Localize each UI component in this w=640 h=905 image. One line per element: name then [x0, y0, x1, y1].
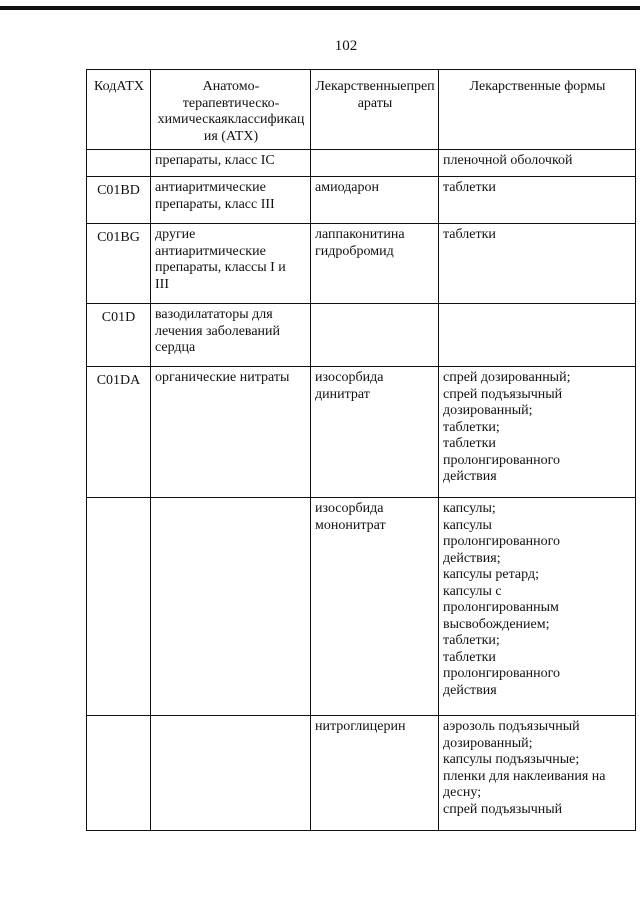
cell-text-line: другие	[155, 227, 196, 242]
cell-text-line: капсулы;	[443, 501, 496, 516]
cell-dosage-forms	[439, 498, 636, 716]
cell-atx-code	[87, 498, 151, 716]
cell-dosage-forms	[439, 224, 636, 304]
cell-dosage-forms	[439, 367, 636, 498]
cell-classification	[151, 224, 311, 304]
cell-text-line: таблетки	[443, 180, 496, 195]
cell-text-line: классификация (АТХ)	[203, 112, 305, 144]
cell-atx-code	[87, 304, 151, 367]
cell-dosage-forms	[439, 150, 636, 177]
cell-classification	[151, 498, 311, 716]
cell-text-line: C01DA	[96, 373, 141, 388]
cell-text-line: капсулы подъязычные;	[443, 752, 580, 767]
cell-text-line: химическая	[157, 112, 228, 127]
cell-text-line: таблетки	[443, 227, 496, 242]
cell-text-line: антиаритмические	[155, 180, 266, 195]
cell-text-line: пролонгированным	[443, 600, 559, 615]
cell-dosage-forms	[439, 304, 636, 367]
cell-dosage-forms	[439, 716, 636, 831]
cell-drug	[311, 150, 439, 177]
table-row	[87, 367, 636, 498]
cell-atx-code	[87, 716, 151, 831]
cell-text-line: изосорбида	[315, 370, 384, 385]
cell-text-line: таблетки	[443, 436, 496, 451]
cell-text-line: действия;	[443, 550, 501, 566]
cell-classification	[151, 716, 311, 831]
cell-text-line: высвобождением;	[443, 616, 550, 632]
cell-text-line: таблетки;	[443, 419, 500, 435]
cell-text-line: Лекарственные формы	[469, 79, 606, 94]
cell-text-line: динитрат	[315, 386, 370, 402]
cell-text-line: таблетки	[443, 649, 496, 665]
table-row	[87, 304, 636, 367]
cell-dosage-forms	[439, 177, 636, 224]
cell-atx-code	[87, 177, 151, 224]
cell-text-line: C01D	[101, 310, 136, 325]
cell-text-line: дозированный;	[443, 403, 533, 418]
cell-drug	[311, 224, 439, 304]
cell-text-line: аэрозоль подъязычный	[443, 719, 580, 734]
cell-text-line: лаппаконитина	[315, 227, 405, 242]
header-atx-code	[87, 70, 151, 150]
cell-classification	[151, 367, 311, 498]
cell-text-line: антиаритмические	[155, 243, 266, 259]
cell-text-line: препараты, классы I и	[155, 260, 286, 275]
cell-text-line: препараты	[357, 79, 435, 111]
cell-text-line: сердца	[155, 340, 196, 355]
cell-text-line: Код	[94, 79, 117, 94]
cell-text-line: таблетки;	[443, 633, 500, 648]
cell-text-line: мононитрат	[315, 517, 386, 533]
cell-drug	[311, 716, 439, 831]
page-number: 102	[334, 38, 358, 54]
atx-table	[86, 69, 636, 831]
cell-text-line: терапевтическо-	[182, 95, 280, 111]
cell-text-line: пролонгированного	[443, 452, 561, 468]
table-row	[87, 224, 636, 304]
cell-text-line: препараты, класс III	[155, 196, 275, 212]
cell-text-line: дозированный;	[443, 735, 533, 751]
cell-text-line: изосорбида	[315, 501, 384, 516]
cell-text-line: препараты, класс IC	[155, 153, 275, 168]
table-row	[87, 177, 636, 224]
header-atx-classification	[151, 70, 311, 150]
header-dosage-forms	[439, 70, 636, 150]
table-row	[87, 150, 636, 177]
cell-text-line: капсулы ретард;	[443, 567, 539, 582]
top-rule	[0, 6, 640, 10]
cell-text-line: спрей дозированный;	[443, 370, 571, 385]
cell-atx-code	[87, 367, 151, 498]
cell-text-line: нитроглицерин	[315, 719, 406, 734]
table-row	[87, 716, 636, 831]
cell-text-line: C01BG	[97, 230, 140, 245]
cell-text-line: C01BD	[97, 183, 140, 198]
cell-text-line: пленочной оболочкой	[443, 153, 573, 168]
cell-text-line: спрей подъязычный	[443, 386, 563, 402]
cell-drug	[311, 304, 439, 367]
cell-text-line: лечения заболеваний	[155, 323, 281, 339]
cell-drug	[311, 367, 439, 498]
cell-text-line: пленки для наклеивания на	[443, 768, 606, 784]
cell-atx-code	[87, 150, 151, 177]
cell-classification	[151, 177, 311, 224]
cell-text-line: органические нитраты	[155, 370, 290, 385]
header-drugs	[311, 70, 439, 150]
cell-text-line: действия	[443, 682, 497, 698]
cell-text-line: десну;	[443, 785, 482, 800]
cell-classification	[151, 304, 311, 367]
cell-text-line: пролонгированного	[443, 666, 561, 681]
cell-text-line: Лекарственные	[315, 79, 407, 94]
cell-text-line: действия	[443, 469, 497, 484]
cell-text-line: капсулы с	[443, 583, 502, 599]
cell-text-line: спрей подъязычный	[443, 801, 563, 817]
cell-text-line: амиодарон	[315, 180, 379, 195]
cell-text-line: III	[155, 276, 169, 292]
cell-atx-code	[87, 224, 151, 304]
cell-drug	[311, 177, 439, 224]
cell-text-line: капсулы	[443, 517, 492, 533]
table-row	[87, 498, 636, 716]
cell-text-line: пролонгированного	[443, 534, 561, 549]
cell-classification	[151, 150, 311, 177]
cell-text-line: гидробромид	[315, 243, 394, 259]
cell-text-line: Анатомо-	[202, 79, 260, 94]
cell-text-line: АТХ	[116, 79, 144, 94]
table-header-row	[87, 70, 636, 150]
cell-text-line: вазодилататоры для	[155, 307, 273, 322]
cell-drug	[311, 498, 439, 716]
